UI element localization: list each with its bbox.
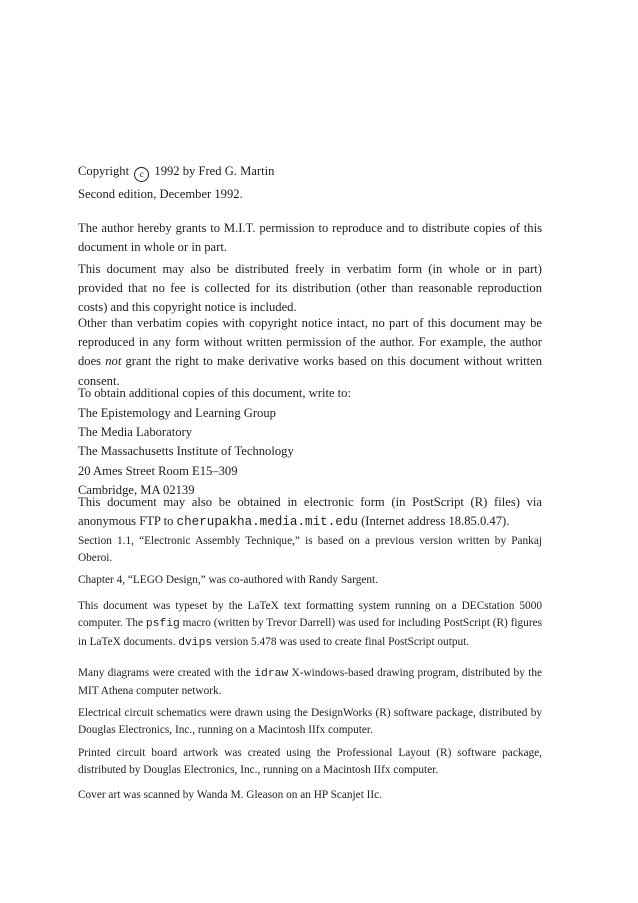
artwork-text: Printed circuit board artwork was created using the Professional Layout (R) software package, distributed by Douglas Electronics, Inc., running on a Macintosh IIfx computer. <box>78 747 542 777</box>
grant-paragraph <box>78 219 542 257</box>
grant-text: The author hereby grants to M.I.T. permission to reproduce and to distribute copies of this document in whole or in part. <box>78 221 542 255</box>
typeset-text-2: macro (written by Trevor Darrell) was used for including PostScript (R) figures in LaTeX documents. <box>78 617 543 648</box>
edition-line <box>78 185 542 204</box>
distribution-text: This document may also be distributed freely in verbatim form (in whole or in part) provided that no fee is collected for its distribution (other than reasonable reproduction costs) and this copyright notice is included. <box>78 262 542 315</box>
verbatim-text-end: grant the right to make derivative works based on this document without written consent. <box>78 354 542 388</box>
diagrams-text-end: X-windows-based drawing program, distributed by the MIT Athena computer network. <box>78 667 542 698</box>
address-line: 20 Ames Street Room E15–309 <box>78 463 238 478</box>
section-note-text: Section 1.1, “Electronic Assembly Technique,” is based on a previous version written by Pankaj Oberoi. <box>78 535 542 565</box>
dvips-tool: dvips <box>178 636 213 649</box>
verbatim-emphasis: not <box>105 354 122 369</box>
cover-paragraph <box>78 787 542 804</box>
typeset-text-3: version 5.478 was used to create final PostScript output. <box>212 635 470 648</box>
typeset-paragraph <box>78 598 542 652</box>
edition-text: Second edition, December 1992. <box>78 187 243 201</box>
electronic-paragraph <box>78 493 542 532</box>
artwork-paragraph <box>78 745 542 780</box>
address-line: The Media Laboratory <box>78 425 192 440</box>
cover-text: Cover art was scanned by Wanda M. Gleason on an HP Scanjet IIc. <box>78 789 383 801</box>
obtain-intro-text: To obtain additional copies of this document, write to: <box>78 386 351 400</box>
verbatim-paragraph <box>78 314 542 391</box>
copyright-text: 1992 by Fred G. Martin <box>154 164 275 178</box>
schematics-paragraph <box>78 705 542 740</box>
obtain-intro <box>78 384 542 403</box>
electronic-text-end: (Internet address 18.85.0.47). <box>357 514 510 529</box>
psfig-macro: psfig <box>145 618 180 631</box>
address-line: Cambridge, MA 02139 <box>78 482 195 497</box>
copyright-prefix: Copyright <box>78 164 130 178</box>
diagrams-paragraph <box>78 665 542 701</box>
schematics-text: Electrical circuit schematics were drawn using the DesignWorks (R) software package, distributed by Douglas Electronics, Inc., running on a Macintosh IIfx computer. <box>78 707 542 737</box>
distribution-paragraph <box>78 260 542 318</box>
electronic-text-start: This document may also be obtained in electronic form (in PostScript (R) files) via anonymous FTP to <box>78 495 542 529</box>
chapter-note-text: Chapter 4, “LEGO Design,” was co-authored with Randy Sargent. <box>78 574 379 586</box>
diagrams-text-start: Many diagrams were created with the <box>78 667 255 679</box>
typeset-text-1: This document was typeset by the LaTeX text formatting system running on a DECstation 5000 computer. The <box>78 600 542 630</box>
verbatim-text-start: Other than verbatim copies with copyright notice intact, no part of this document may be reproduced in any form without written permission of the author. For example, the author does <box>78 316 542 369</box>
mailing-address <box>78 404 542 500</box>
copyright-symbol: c <box>134 167 149 182</box>
address-line: The Massachusetts Institute of Technology <box>78 444 294 459</box>
idraw-tool: idraw <box>254 668 289 680</box>
chapter-note <box>78 572 542 589</box>
section-note <box>78 533 542 568</box>
address-line: The Epistemology and Learning Group <box>78 406 276 420</box>
ftp-host: cherupakha.media.mit.edu <box>176 515 358 530</box>
copyright-line <box>78 162 542 182</box>
